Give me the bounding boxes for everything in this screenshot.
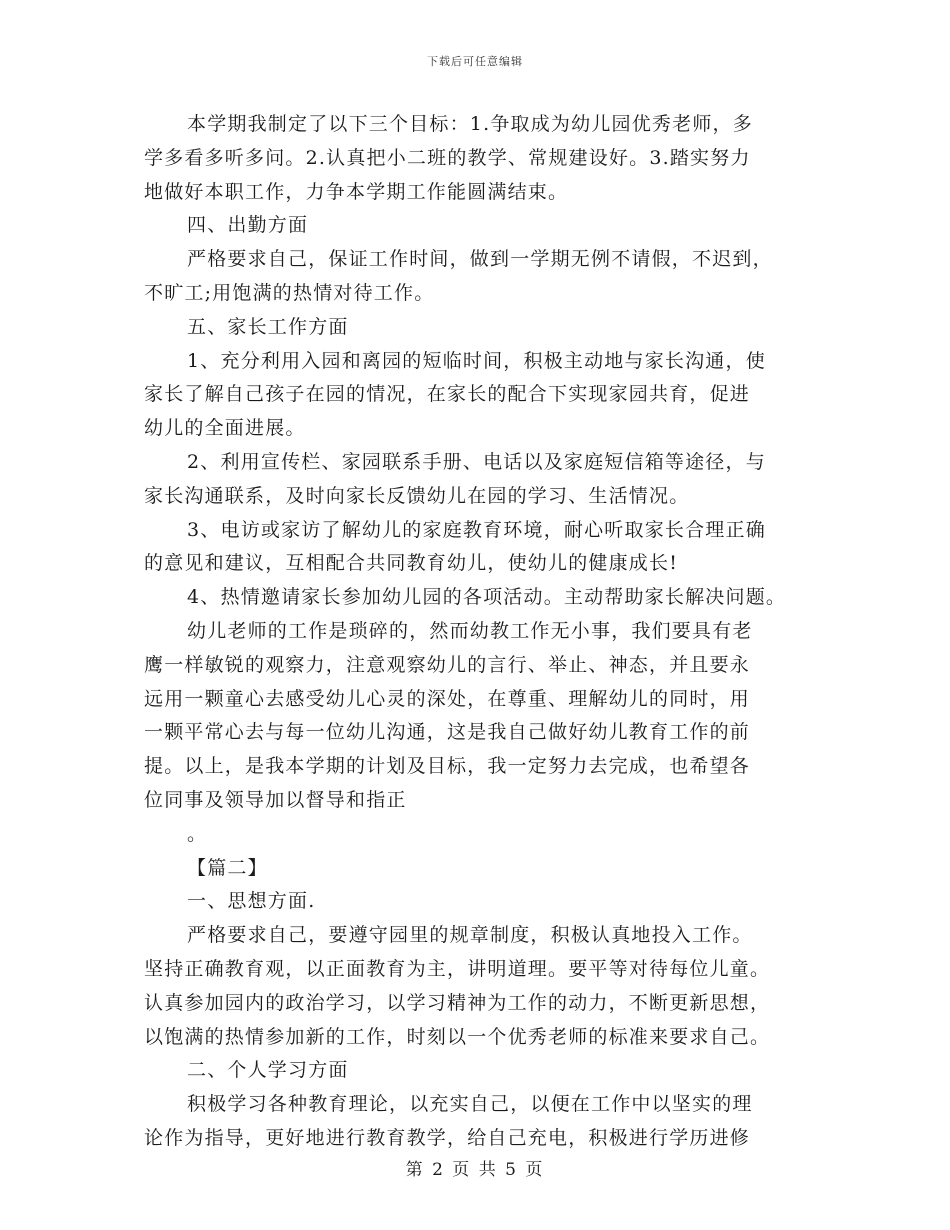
text-line: 积极学习各种教育理论，以充实自己，以便在工作中以坚实的理 xyxy=(187,1093,753,1116)
text-line: 地做好本职工作，力争本学期工作能圆满结束。 xyxy=(144,180,569,203)
text-line: 位同事及领导加以督导和指正 xyxy=(144,788,407,811)
text-line: 本学期我制定了以下三个目标：1.争取成为幼儿园优秀老师，多 xyxy=(187,113,753,135)
text-line: 不旷工;用饱满的热情对待工作。 xyxy=(144,281,435,304)
text-line: 【篇二】 xyxy=(187,856,268,879)
text-line: 远用一颗童心去感受幼儿心灵的深处，在尊重、理解幼儿的同时，用 xyxy=(144,687,751,710)
page-header-note: 下载后可任意编辑 xyxy=(427,55,523,68)
text-line: 以饱满的热情参加新的工作，时刻以一个优秀老师的标准来要求自己。 xyxy=(144,1025,771,1048)
text-line: 论作为指导，更好地进行教育教学，给自己充电，积极进行学历进修 xyxy=(144,1126,751,1149)
text-line: 家长了解自己孩子在园的情况，在家长的配合下实现家园共育，促进 xyxy=(144,383,751,406)
document-body xyxy=(144,108,809,1156)
text-line: 坚持正确教育观，以正面教育为主，讲明道理。要平等对待每位儿童。 xyxy=(144,957,771,980)
text-line: 2、利用宣传栏、家园联系手册、电话以及家庭短信箱等途径，与 xyxy=(187,450,766,473)
text-line: 四、出勤方面 xyxy=(187,214,309,237)
text-line: 家长沟通联系，及时向家长反馈幼儿在园的学习、生活情况。 xyxy=(144,484,690,507)
text-line: 幼儿老师的工作是琐碎的，然而幼教工作无小事，我们要具有老 xyxy=(187,619,753,642)
text-line: 3、电访或家访了解幼儿的家庭教育环境，耐心听取家长合理正确 xyxy=(187,518,766,541)
text-line: 4、热情邀请家长参加幼儿园的各项活动。主动帮助家长解决问题。 xyxy=(187,586,787,609)
text-line: 1、充分利用入园和离园的短临时间，积极主动地与家长沟通，使 xyxy=(187,349,766,372)
text-line: 五、家长工作方面 xyxy=(187,315,349,338)
text-line: 一颗平常心去与每一位幼儿沟通，这是我自己做好幼儿教育工作的前 xyxy=(144,721,751,744)
page-number-footer: 第 2 页 共 5 页 xyxy=(405,1160,545,1180)
text-line: 。 xyxy=(187,822,208,845)
text-line: 学多看多听多问。2.认真把小二班的教学、常规建设好。3.踏实努力 xyxy=(144,146,751,169)
text-line: 的意见和建议，互相配合共同教育幼儿，使幼儿的健康成长! xyxy=(144,552,679,575)
text-line: 鹰一样敏锐的观察力，注意观察幼儿的言行、举止、神态，并且要永 xyxy=(144,653,751,676)
text-line: 严格要求自己，保证工作时间，做到一学期无例不请假，不迟到， xyxy=(187,248,773,271)
text-line: 一、思想方面. xyxy=(187,890,316,913)
text-line: 认真参加园内的政治学习，以学习精神为工作的动力，不断更新思想， xyxy=(144,991,771,1014)
text-line: 严格要求自己，要遵守园里的规章制度，积极认真地投入工作。 xyxy=(187,924,753,947)
text-line: 幼儿的全面进展。 xyxy=(144,417,306,440)
text-line: 二、个人学习方面 xyxy=(187,1059,349,1082)
text-line: 提。以上，是我本学期的计划及目标，我一定努力去完成，也希望各 xyxy=(144,755,751,778)
